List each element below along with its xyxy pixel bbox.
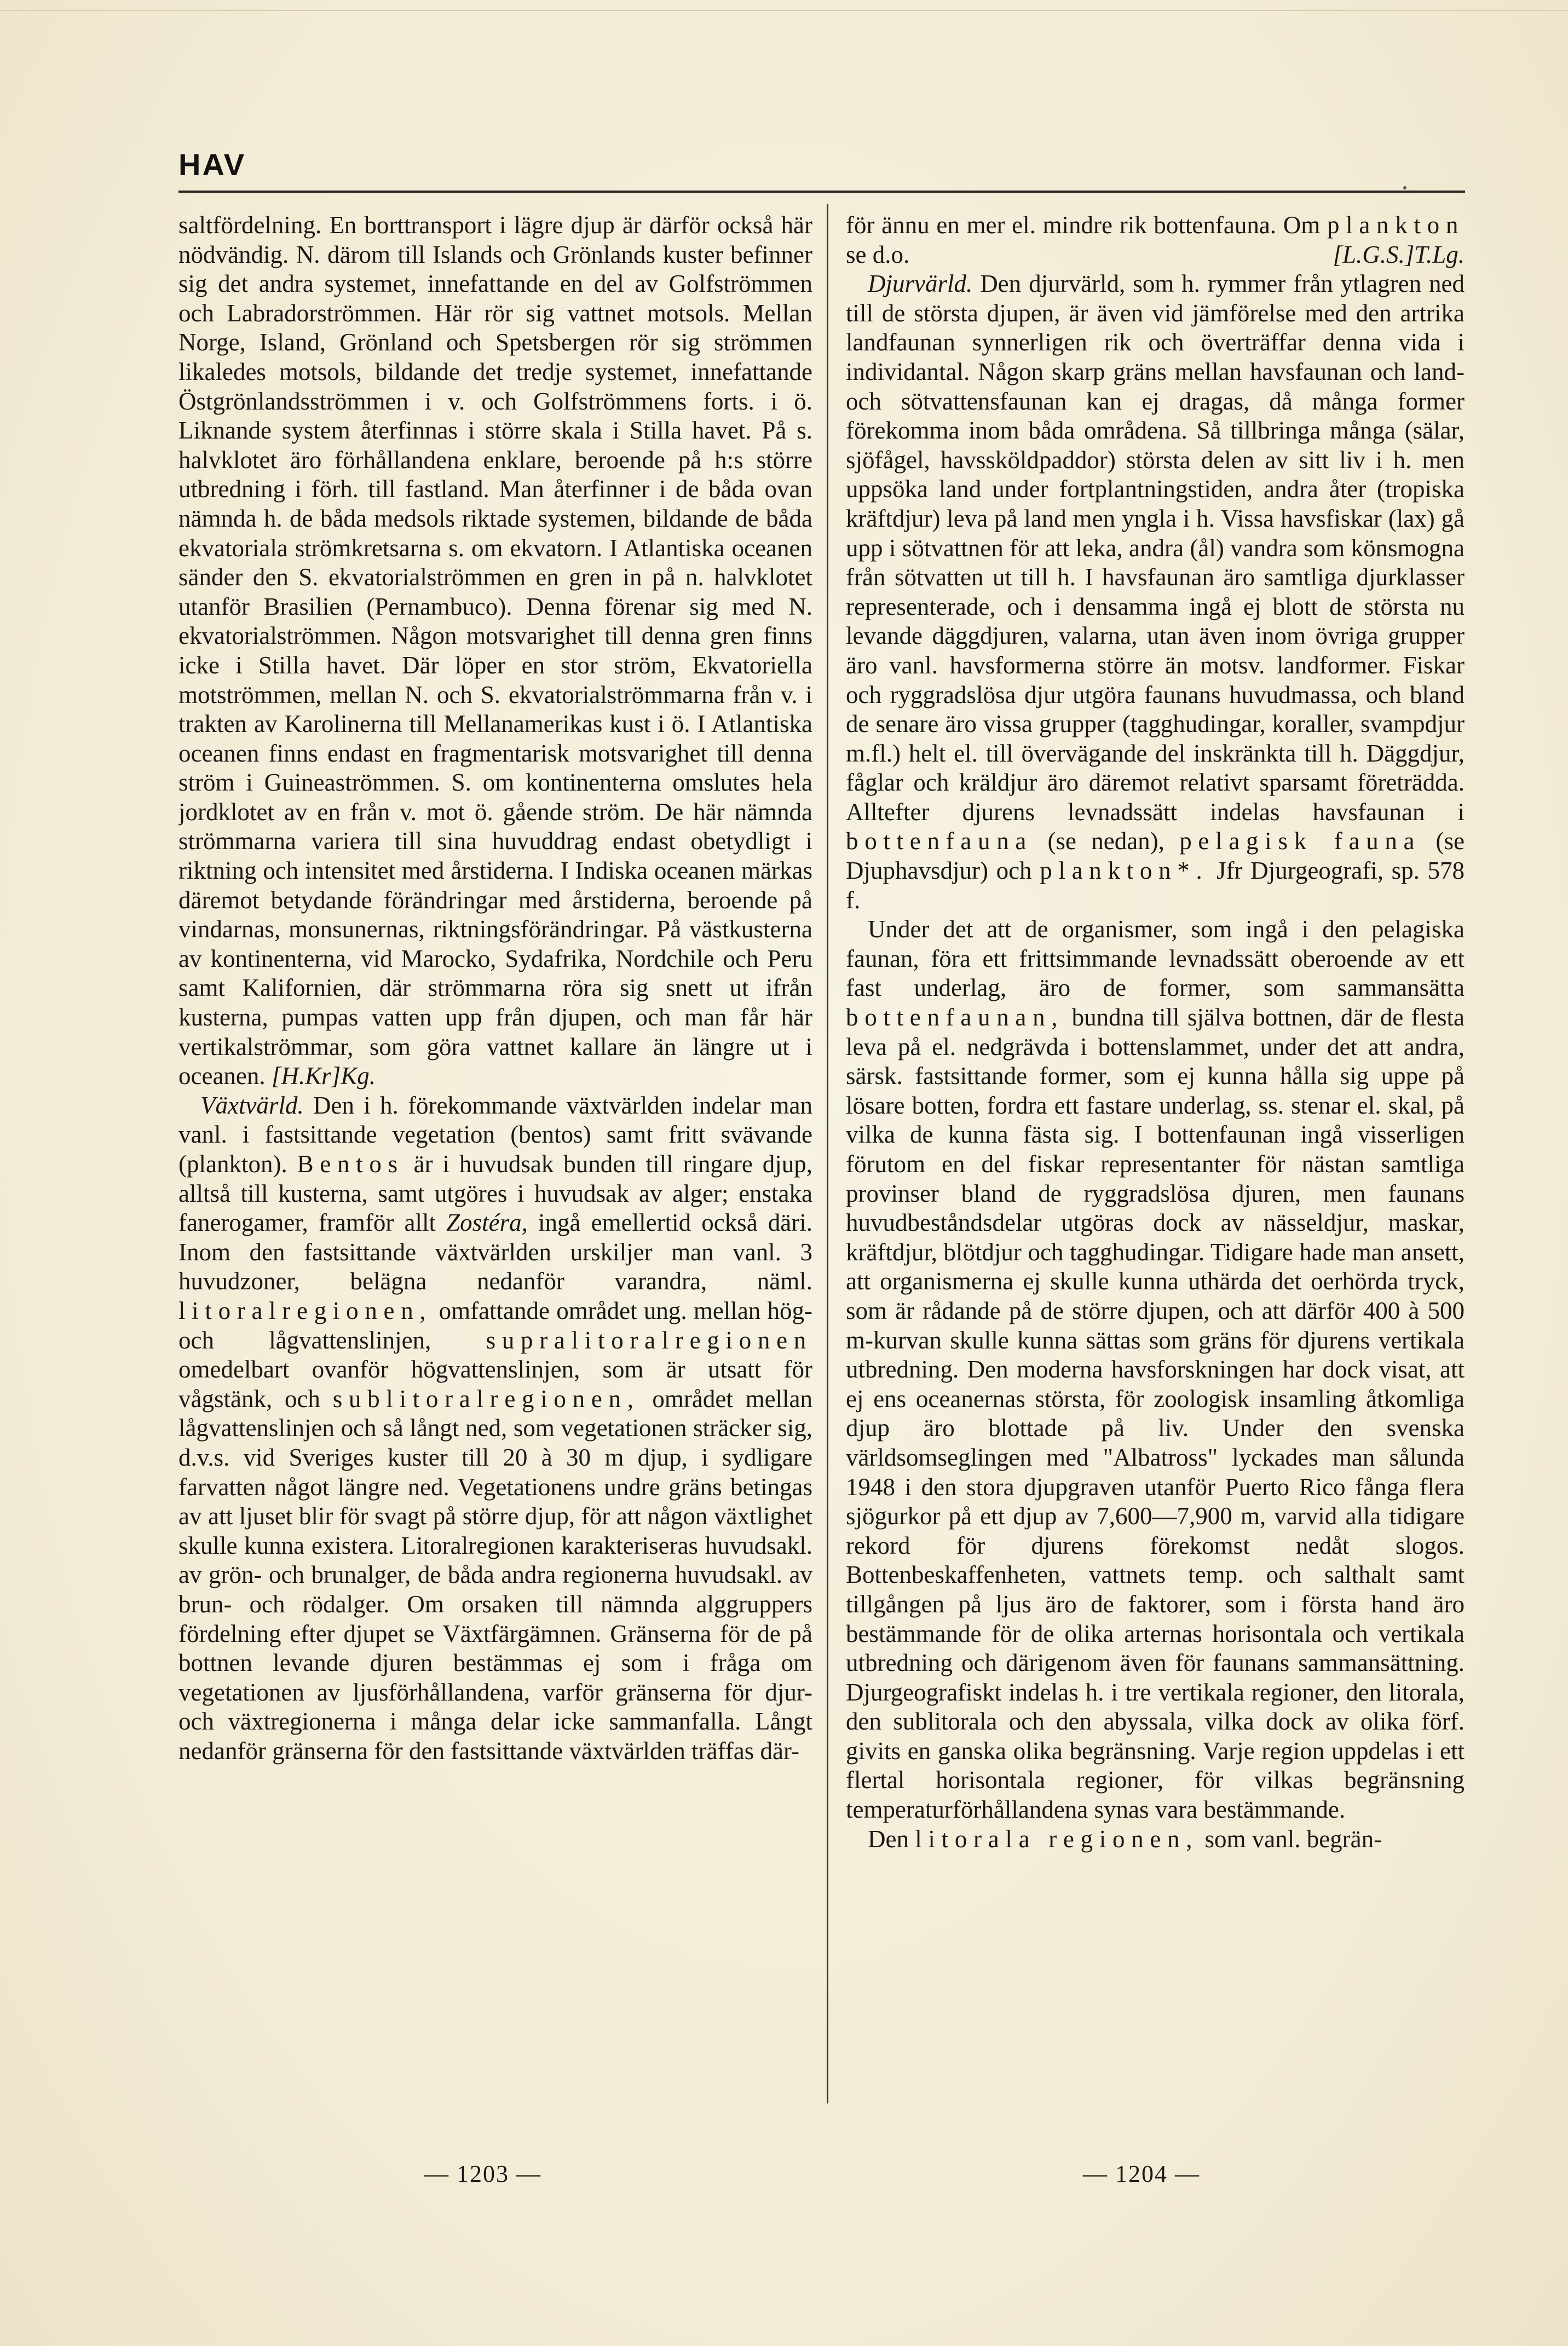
paragraph-text: området mellan lågvattenslinjen och så långt ned, som vegetationen sträcker sig, d.v.s. vid Sveriges kuster till 20 à 30 m djup, i sydligare farvatten något längre ned. Vegetationens undre gräns betingas av att ljuset blir för svagt på större djup, för att någon växtlighet skulle kunna existera. Litoralregionen karakteriseras huvudsakl. av grön- och brunalger, de båda andra regionerna huvudsakl. av brun- och rödalger. Om orsaken till nämnda alggruppers fördelning efter djupet se Växtfärgämnen. Gränserna för de på bottnen levande djuren bestämmas ej som i fråga om vegetationen av ljusförhållandena, varför gränserna för djur- och växtregionerna i många delar icke sammanfalla. Långt nedanför gränserna för den fastsittande växtvärlden träffas där- (178, 1385, 812, 1765)
section-heading: Växtvärld. (200, 1091, 304, 1119)
paragraph-text: Den djurvärld, som h. rymmer från ytlagren ned till de största djupen, är även vid jämförelse med den artrika landfaunan synnerligen rik och överträffar denna vida i individantal. Någon skarp gräns mellan havsfaunan och land- och sötvattensfaunan kan ej dragas, då många former förekomma inom båda områdena. Så tillbringa många (sälar, sjöfågel, havssköldpaddor) största delen av sitt liv i h. men uppsöka land under fortplantningstiden, andra åter (tropiska kräftdjur) leva på land men yngla i h. Vissa havsfiskar (lax) gå upp i sötvattnen för att leka, andra (ål) vandra som könsmogna från sötvatten ut till h. I havsfaunan äro samtliga djurklasser representerade, och i densamma ingå ej blott de största nu levande däggdjuren, valarna, utan även inom övriga grupper äro vanl. havsformerna större än motsv. landformer. Fiskar och ryggradslösa djur utgöra faunans huvudmassa, och bland de senare äro vissa grupper (tagghudingar, koraller, svampdjur m.fl.) helt el. till övervägande del inskränkta till h. Däggdjur, fåglar och kräldjur äro däremot relativt sparsamt företrädda. Alltefter djurens levnadssätt indelas havsfaunan i (846, 270, 1465, 826)
spaced-term: plankton*. (1040, 857, 1209, 885)
paragraph-text: omfattande området ung. mellan hög- och lågvattenslinjen, (178, 1296, 812, 1354)
paragraph-continuation (846, 211, 1465, 269)
paragraph-text: är i huvudsak bunden till ringare djup, alltså till kusterna, samt utgöres i huvudsak av alger; enstaka fanerogamer, framför allt (178, 1150, 812, 1237)
paragraph-text: Den (868, 1825, 909, 1853)
running-header: HAV (178, 147, 246, 182)
paragraph-text: omedelbart ovanför högvattenslinjen, som är utsatt för vågstänk, och (178, 1356, 812, 1413)
paragraph-litorala (846, 1825, 1465, 1854)
paragraph-text: Under det att de organismer, som ingå i den pelagiska faunan, föra ett frittsimmande levnadssätt oberoende av ett fast underlag, äro de former, som sammansätta (846, 915, 1465, 1002)
paragraph-text: ingå emellertid också däri. Inom den fastsittande växtvärlden urskiljer man vanl. 3 huvudzoner, belägna nedanför varandra, näml. (178, 1209, 812, 1295)
paragraph-text: saltfördelning. En borttransport i lägre djup är därför också här nödvändig. N. därom till Islands och Grönlands kuster befinner sig det andra systemet, innefattande en del av Golfströmmen och Labradorströmmen. Här rör sig vattnet motsols. Mellan Norge, Island, Grönland och Spetsbergen rör sig strömmen likaledes motsols, bildande det tredje systemet, innefattande Östgrönlandsströmmen i v. och Golfströmmens forts. i ö. Liknande system återfinnas i större skala i Stilla havet. På s. halvklotet äro förhållandena enklare, beroende på h:s större utbredning i förh. till fastland. Man återfinner i de båda ovan nämnda h. de båda medsols riktade systemen, bildande de båda ekvatoriala strömkretsarna s. om ekvatorn. I Atlantiska oceanen sänder den S. ekvatorialströmmen en gren in på n. halvklotet utanför Brasilien (Pernambuco). Denna förenar sig med N. ekvatorialströmmen. Någon motsvarighet till denna gren finns icke i Stilla havet. Där löper en stor ström, Ekvatoriella motströmmen, mellan N. och S. ekvatorialströmmarna från v. i trakten av Karolinerna till Mellanamerikas kust i ö. I Atlantiska oceanen finns endast en fragmentarisk motsvarighet till denna ström i Guineaströmmen. S. om kontinenterna omslutes hela jordklotet av en från v. mot ö. gående ström. De här nämnda strömmarna variera till sina huvuddrag endast obetydligt i riktning och intensitet med årstiderna. I Indiska oceanen märkas däremot betydande förändringar med årstiderna, beroende på vindarnas, monsunernas, riktningsförändringar. På västkusterna av kontinenterna, vid Marocko, Sydafrika, Nordchile och Peru samt Kalifornien, där strömmarna röra sig snett ut ifrån kusterna, pumpas vatten upp från djupen, och man får här vertikalströmmar, som göra vattnet kallare än längre ut i oceanen. (178, 211, 812, 1090)
spaced-term: bottenfauna (846, 827, 1033, 855)
spaced-term: supralitoralregionen (486, 1326, 812, 1354)
header-rule (178, 191, 1465, 193)
page-number-left: — 1203 — (424, 2160, 541, 2187)
scan-edge-line (0, 10, 1568, 11)
ink-speck (1403, 186, 1406, 189)
paragraph-text: bundna till själva bottnen, där de flesta leva på el. nedgrävda i bottenslammet, under det att andra, särsk. fastsittande former, som ej kunna hålla sig uppe på lösare botten, fordra ett fastare underlag, ss. stenar el. skal, på vilka de kunna fästa sig. I bottenfaunan ingå visserligen förutom en del fiskar representanter för nästan samtliga provinser bland de ryggradslösa djuren, men faunans huvudbeståndsdelar utgöras dock av nässeldjur, maskar, kräftdjur, blötdjur och tagghudingar. Tidigare hade man ansett, att organismerna ej skulle kunna uthärda det oerhörda tryck, som är rådande på de större djupen, och att därför 400 à 500 m-kurvan skulle kunna sättas som gräns för djurens vertikala utbredning. Den moderna havsforskningen har dock visat, att ej ens oceanernas största, för zoologisk insamling åtkomliga djup äro blottade på liv. Under den svenska världsomseglingen med "Albatross" lyckades man sålunda 1948 i den stora djupgraven utanför Puerto Rico fånga flera sjögurkor på ett djup av 7,600—7,900 m, varvid alla tidigare rekord för djurens förekomst nedåt slogos. Bottenbeskaffenheten, vattnets temp. och salthalt samt tillgången på ljus äro de faktorer, som i första hand äro bestämmande för de olika arternas horisontala och vertikala utbredning och därigenom även för faunans sammansättning. Djurgeografiskt indelas h. i tre vertikala regioner, den litorala, den sublitorala och den abyssala, vilka dock av olika förf. givits en ganska olika begränsning. Varje region uppdelas i ett flertal horisontala regioner, för vilkas begränsning temperaturförhållandena synas vara bestämmande. (846, 1004, 1465, 1824)
spaced-term: litorala regionen, (915, 1825, 1199, 1853)
section-heading: Djurvärld. (868, 270, 973, 298)
author-signature: [L.G.S.]T.Lg. (1333, 240, 1465, 268)
paragraph-text: Den i h. förekommande växtvärlden indelar man vanl. i fastsittande vegetation (bentos) samt fritt svävande (plankton). (178, 1091, 812, 1178)
column-divider (827, 204, 828, 2103)
page-number-right: — 1204 — (1083, 2160, 1200, 2187)
spaced-term: pelagisk fauna (1179, 827, 1421, 855)
paragraph-bottenfauna (846, 915, 1465, 1824)
spaced-term: bottenfaunan, (846, 1004, 1064, 1031)
left-column (178, 211, 812, 2089)
paragraph-vaxtvarld (178, 1091, 812, 1766)
paragraph-text: som vanl. begrän- (1204, 1825, 1382, 1853)
latin-term: Zostéra, (446, 1209, 528, 1237)
paragraph-text: (se Djuphavsdjur) och (846, 827, 1465, 885)
author-signature: [H.Kr]Kg. (271, 1062, 376, 1090)
paragraph-text: Jfr Djurgeografi, sp. 578 f. (846, 857, 1465, 914)
paragraph-currents (178, 211, 812, 1091)
paragraph-text: se d.o. (846, 240, 910, 268)
paragraph-djurvarld (846, 269, 1465, 915)
spaced-term: plankton (1327, 211, 1465, 239)
paragraph-text: (se nedan), (1047, 827, 1165, 855)
spaced-term: litoralregionen, (178, 1296, 433, 1324)
right-column (846, 211, 1465, 2089)
paragraph-text: för ännu en mer el. mindre rik bottenfauna. Om (846, 211, 1321, 239)
spaced-term: Bentos (297, 1150, 404, 1178)
spaced-term: sublitoralregionen, (332, 1385, 640, 1413)
